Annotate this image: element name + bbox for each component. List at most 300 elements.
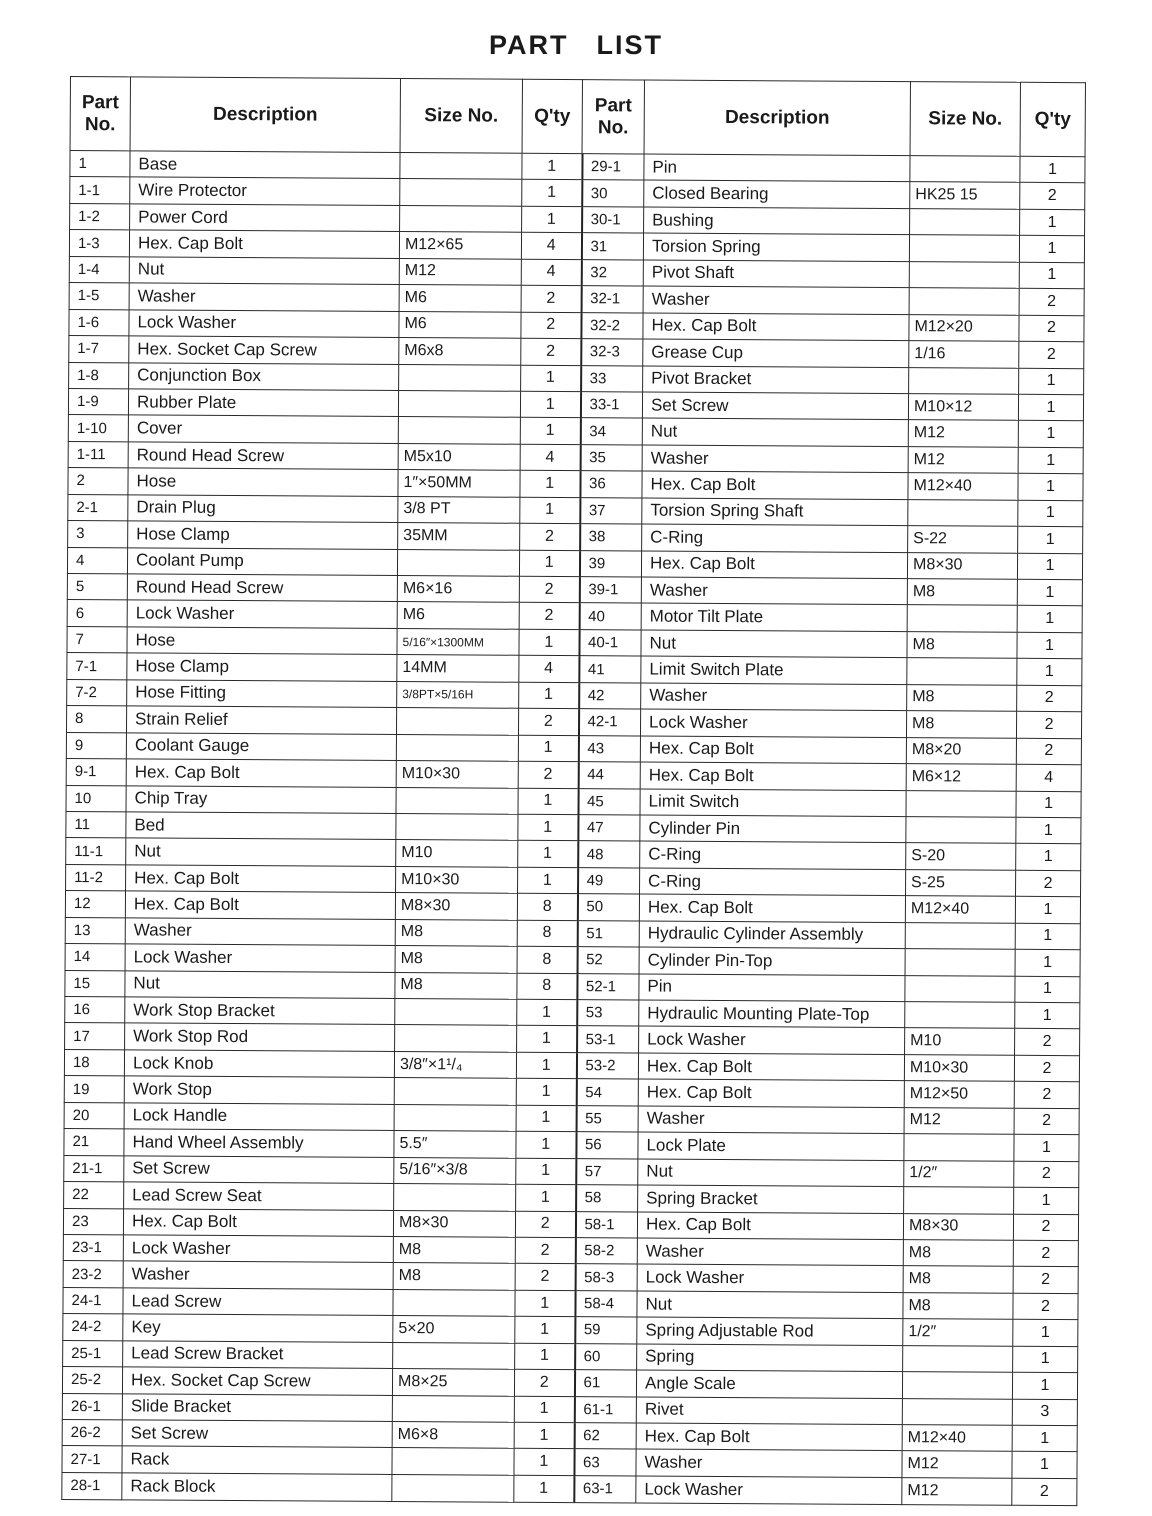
left-part-no-cell: 1-11 xyxy=(68,441,128,468)
right-qty-cell: 1 xyxy=(1015,1002,1080,1029)
left-qty-cell: 1 xyxy=(516,1131,576,1158)
right-size-no-cell: M8×30 xyxy=(903,1213,1013,1240)
left-size-no-cell xyxy=(394,1078,516,1105)
left-size-no-cell xyxy=(396,787,518,814)
right-part-no-cell: 52-1 xyxy=(577,973,639,1000)
right-size-no-cell: M12×50 xyxy=(904,1081,1014,1108)
right-part-no-cell: 61 xyxy=(574,1370,636,1397)
right-description-cell: Hex. Cap Bolt xyxy=(638,1079,904,1107)
left-size-no-cell xyxy=(396,708,518,735)
left-description-cell: Lock Washer xyxy=(129,309,399,337)
right-part-no-cell: 49 xyxy=(578,867,640,894)
right-size-no-cell: 1/2″ xyxy=(903,1319,1013,1346)
right-part-no-cell: 41 xyxy=(579,656,641,683)
right-description-cell: Set Screw xyxy=(642,392,908,420)
left-qty-cell: 1 xyxy=(514,1396,574,1423)
left-part-no-cell: 9 xyxy=(66,732,126,759)
left-part-no-cell: 8 xyxy=(66,706,126,733)
left-description-cell: Conjunction Box xyxy=(129,362,399,390)
left-description-cell: Hex. Cap Bolt xyxy=(126,759,396,787)
right-size-no-cell xyxy=(907,658,1017,685)
right-size-no-cell: M12 xyxy=(902,1451,1012,1478)
left-part-no-cell: 26-1 xyxy=(62,1393,122,1420)
right-part-no-cell: 59 xyxy=(575,1317,637,1344)
right-description-cell: Hex. Cap Bolt xyxy=(641,551,907,579)
left-description-cell: Power Cord xyxy=(130,204,400,232)
right-description-cell: Closed Bearing xyxy=(644,180,910,208)
right-part-no-cell: 32 xyxy=(581,259,643,286)
right-qty-cell: 1 xyxy=(1017,553,1082,580)
left-part-no-cell: 13 xyxy=(65,917,125,944)
left-description-cell: Round Head Screw xyxy=(128,442,398,470)
right-description-cell: Hydraulic Cylinder Assembly xyxy=(639,921,905,949)
left-description-cell: Washer xyxy=(123,1261,393,1289)
right-description-cell: Lock Washer xyxy=(640,709,906,737)
left-part-no-cell: 16 xyxy=(65,996,125,1023)
left-size-no-cell: M10×30 xyxy=(396,866,518,893)
left-description-cell: Washer xyxy=(125,918,395,946)
right-size-no-cell: HK25 15 xyxy=(910,182,1020,209)
left-description-cell: Hex. Cap Bolt xyxy=(126,865,396,893)
left-size-no-cell xyxy=(400,153,522,180)
left-description-cell: Hex. Socket Cap Screw xyxy=(129,336,399,364)
left-qty-cell: 2 xyxy=(521,338,581,365)
right-description-cell: Pivot Bracket xyxy=(643,366,909,394)
right-description-cell: Limit Switch Plate xyxy=(641,656,907,684)
left-qty-cell: 1 xyxy=(518,867,578,894)
right-qty-cell: 1 xyxy=(1012,1425,1077,1452)
left-part-no-cell: 1-5 xyxy=(69,283,129,310)
right-part-no-cell: 54 xyxy=(576,1079,638,1106)
left-part-no-cell: 21-1 xyxy=(64,1155,124,1182)
right-description-cell: C-Ring xyxy=(640,841,906,869)
right-size-no-cell: M12 xyxy=(908,446,1018,473)
left-description-cell: Hex. Cap Bolt xyxy=(129,230,399,258)
right-qty-cell: 1 xyxy=(1012,1372,1077,1399)
right-description-cell: Washer xyxy=(641,683,907,711)
left-size-no-cell xyxy=(400,205,522,232)
right-qty-cell: 1 xyxy=(1015,949,1080,976)
right-description-cell: Washer xyxy=(637,1238,903,1266)
header-description-right: Description xyxy=(644,80,910,156)
right-qty-cell: 2 xyxy=(1014,1055,1079,1082)
table-header-row xyxy=(70,77,1085,157)
right-part-no-cell: 53-2 xyxy=(576,1052,638,1079)
left-description-cell: Drain Plug xyxy=(128,495,398,523)
right-size-no-cell: M12×40 xyxy=(905,896,1015,923)
left-qty-cell: 8 xyxy=(517,946,577,973)
right-description-cell: Limit Switch xyxy=(640,788,906,816)
left-description-cell: Base xyxy=(130,151,400,179)
left-qty-cell: 2 xyxy=(519,576,579,603)
left-part-no-cell: 3 xyxy=(68,521,128,548)
left-size-no-cell: 35MM xyxy=(398,523,520,550)
right-description-cell: Pin xyxy=(644,154,910,182)
left-description-cell: Hand Wheel Assembly xyxy=(124,1129,394,1157)
right-qty-cell: 2 xyxy=(1020,183,1085,210)
right-size-no-cell: S-25 xyxy=(906,869,1016,896)
left-description-cell: Rack Block xyxy=(122,1473,392,1502)
right-size-no-cell: M8 xyxy=(907,631,1017,658)
right-qty-cell: 2 xyxy=(1019,288,1084,315)
left-description-cell: Hose xyxy=(128,468,398,496)
left-part-no-cell: 17 xyxy=(65,1023,125,1050)
left-qty-cell: 1 xyxy=(518,788,578,815)
right-part-no-cell: 51 xyxy=(577,920,639,947)
left-part-no-cell: 25-2 xyxy=(62,1367,122,1394)
left-size-no-cell xyxy=(398,390,520,417)
right-qty-cell: 1 xyxy=(1016,817,1081,844)
left-part-no-cell: 23-1 xyxy=(63,1234,123,1261)
left-description-cell: Lock Washer xyxy=(125,944,395,972)
left-description-cell: Hex. Cap Bolt xyxy=(123,1208,393,1236)
left-part-no-cell: 11-2 xyxy=(66,864,126,891)
left-size-no-cell xyxy=(395,999,517,1026)
right-qty-cell: 1 xyxy=(1018,474,1083,501)
right-qty-cell: 2 xyxy=(1014,1082,1079,1109)
right-description-cell: Hex. Cap Bolt xyxy=(638,1053,904,1081)
right-qty-cell: 1 xyxy=(1017,606,1082,633)
right-part-no-cell: 40 xyxy=(579,603,641,630)
left-qty-cell: 1 xyxy=(520,471,580,498)
right-part-no-cell: 61-1 xyxy=(574,1396,636,1423)
right-size-no-cell xyxy=(906,790,1016,817)
right-description-cell: Hex. Cap Bolt xyxy=(637,1211,903,1239)
right-size-no-cell: M12 xyxy=(908,420,1018,447)
left-part-no-cell: 20 xyxy=(64,1102,124,1129)
left-part-no-cell: 18 xyxy=(64,1049,124,1076)
left-description-cell: Strain Relief xyxy=(126,706,396,734)
left-qty-cell: 2 xyxy=(515,1237,575,1264)
header-part-no-left: Part No. xyxy=(70,77,130,151)
left-part-no-cell: 25-1 xyxy=(63,1340,123,1367)
left-qty-cell: 1 xyxy=(521,365,581,392)
right-size-no-cell: M6×12 xyxy=(906,764,1016,791)
right-description-cell: Nut xyxy=(637,1291,903,1319)
right-description-cell: Torsion Spring xyxy=(643,233,909,261)
left-size-no-cell: 5×20 xyxy=(393,1316,515,1343)
right-description-cell: Cylinder Pin xyxy=(640,815,906,843)
right-part-no-cell: 52 xyxy=(577,947,639,974)
right-description-cell: Lock Washer xyxy=(637,1264,903,1292)
right-size-no-cell xyxy=(905,922,1015,949)
right-part-no-cell: 58-4 xyxy=(575,1290,637,1317)
left-qty-cell: 2 xyxy=(519,603,579,630)
right-description-cell: Lock Washer xyxy=(639,1026,905,1054)
right-size-no-cell: M12×40 xyxy=(902,1425,1012,1452)
header-part-no-right: Part No. xyxy=(582,80,644,154)
parts-table xyxy=(61,76,1086,1506)
left-part-no-cell: 7 xyxy=(67,626,127,653)
right-qty-cell: 2 xyxy=(1012,1478,1077,1506)
right-description-cell: Torsion Spring Shaft xyxy=(642,498,908,526)
left-description-cell: Coolant Pump xyxy=(127,547,397,575)
left-description-cell: Set Screw xyxy=(124,1155,394,1183)
left-description-cell: Lock Handle xyxy=(124,1103,394,1131)
left-size-no-cell xyxy=(393,1342,515,1369)
right-qty-cell: 1 xyxy=(1018,500,1083,527)
left-size-no-cell xyxy=(394,1104,516,1131)
right-qty-cell: 1 xyxy=(1018,447,1083,474)
left-part-no-cell: 23 xyxy=(63,1208,123,1235)
right-description-cell: Lock Plate xyxy=(638,1132,904,1160)
left-qty-cell: 1 xyxy=(517,1026,577,1053)
right-qty-cell: 1 xyxy=(1018,394,1083,421)
right-description-cell: Hex. Cap Bolt xyxy=(640,762,906,790)
right-size-no-cell xyxy=(905,1002,1015,1029)
right-qty-cell: 1 xyxy=(1017,659,1082,686)
right-size-no-cell xyxy=(905,949,1015,976)
right-description-cell: Nut xyxy=(638,1159,904,1187)
left-size-no-cell: 3/8 PT xyxy=(398,496,520,523)
header-size-left: Size No. xyxy=(400,79,522,154)
right-part-no-cell: 34 xyxy=(580,418,642,445)
left-size-no-cell: M6x8 xyxy=(399,338,521,365)
left-qty-cell: 1 xyxy=(518,841,578,868)
left-qty-cell: 2 xyxy=(515,1264,575,1291)
right-description-cell: Hydraulic Mounting Plate-Top xyxy=(639,1000,905,1028)
left-description-cell: Nut xyxy=(125,970,395,998)
right-qty-cell: 1 xyxy=(1019,368,1084,395)
right-size-no-cell xyxy=(906,817,1016,844)
left-qty-cell: 1 xyxy=(516,1105,576,1132)
right-description-cell: C-Ring xyxy=(642,524,908,552)
left-part-no-cell: 1 xyxy=(70,151,130,178)
left-description-cell: Lock Washer xyxy=(127,600,397,628)
left-description-cell: Chip Tray xyxy=(126,785,396,813)
right-size-no-cell xyxy=(909,288,1019,315)
left-part-no-cell: 19 xyxy=(64,1076,124,1103)
right-description-cell: Motor Tilt Plate xyxy=(641,603,907,631)
left-part-no-cell: 26-2 xyxy=(62,1419,122,1446)
right-part-no-cell: 56 xyxy=(576,1132,638,1159)
right-description-cell: Washer xyxy=(636,1449,902,1477)
right-qty-cell: 4 xyxy=(1016,764,1081,791)
left-part-no-cell: 9-1 xyxy=(66,759,126,786)
left-size-no-cell: M8 xyxy=(395,972,517,999)
left-description-cell: Rack xyxy=(122,1446,392,1474)
header-size-right: Size No. xyxy=(910,82,1020,157)
left-size-no-cell: M8 xyxy=(395,919,517,946)
left-qty-cell: 1 xyxy=(515,1316,575,1343)
left-qty-cell: 2 xyxy=(521,312,581,339)
right-qty-cell: 2 xyxy=(1015,1029,1080,1056)
right-size-no-cell xyxy=(907,605,1017,632)
left-description-cell: Key xyxy=(123,1314,393,1342)
left-part-no-cell: 1-2 xyxy=(70,203,130,230)
right-qty-cell: 3 xyxy=(1012,1399,1077,1426)
right-description-cell: Grease Cup xyxy=(643,339,909,367)
right-part-no-cell: 36 xyxy=(580,471,642,498)
right-size-no-cell xyxy=(909,235,1019,262)
right-qty-cell: 2 xyxy=(1017,685,1082,712)
left-part-no-cell: 5 xyxy=(67,573,127,600)
left-part-no-cell: 21 xyxy=(64,1129,124,1156)
left-qty-cell: 1 xyxy=(522,153,582,180)
right-part-no-cell: 53 xyxy=(577,1000,639,1027)
left-size-no-cell: M6 xyxy=(399,285,521,312)
left-size-no-cell: 5/16″×3/8 xyxy=(394,1157,516,1184)
left-qty-cell: 2 xyxy=(515,1211,575,1238)
right-size-no-cell: M8 xyxy=(906,711,1016,738)
right-part-no-cell: 53-1 xyxy=(577,1026,639,1053)
right-qty-cell: 1 xyxy=(1012,1452,1077,1479)
left-qty-cell: 4 xyxy=(519,656,579,683)
right-qty-cell: 2 xyxy=(1014,1108,1079,1135)
left-size-no-cell: M8 xyxy=(393,1263,515,1290)
left-size-no-cell: M6 xyxy=(399,311,521,338)
right-description-cell: Washer xyxy=(643,286,909,314)
left-qty-cell: 2 xyxy=(514,1369,574,1396)
right-qty-cell: 1 xyxy=(1019,236,1084,263)
right-part-no-cell: 62 xyxy=(574,1423,636,1450)
left-size-no-cell: M10 xyxy=(396,840,518,867)
right-description-cell: C-Ring xyxy=(640,868,906,896)
left-part-no-cell: 10 xyxy=(66,785,126,812)
right-qty-cell: 2 xyxy=(1016,870,1081,897)
left-qty-cell: 1 xyxy=(520,418,580,445)
right-part-no-cell: 32-2 xyxy=(581,312,643,339)
right-size-no-cell xyxy=(902,1398,1012,1425)
right-size-no-cell: M8 xyxy=(903,1240,1013,1267)
right-qty-cell: 1 xyxy=(1016,844,1081,871)
left-qty-cell: 4 xyxy=(520,444,580,471)
right-qty-cell: 1 xyxy=(1016,791,1081,818)
right-part-no-cell: 47 xyxy=(578,815,640,842)
right-qty-cell: 1 xyxy=(1020,209,1085,236)
right-size-no-cell: M12×40 xyxy=(908,473,1018,500)
right-part-no-cell: 35 xyxy=(580,444,642,471)
left-part-no-cell: 14 xyxy=(65,944,125,971)
left-qty-cell: 1 xyxy=(514,1475,574,1502)
right-size-no-cell: S-22 xyxy=(908,526,1018,553)
left-part-no-cell: 22 xyxy=(64,1182,124,1209)
left-size-no-cell: M8×25 xyxy=(392,1369,514,1396)
left-description-cell: Hose Fitting xyxy=(127,680,397,708)
right-qty-cell: 1 xyxy=(1013,1346,1078,1373)
left-size-no-cell xyxy=(396,813,518,840)
left-description-cell: Lock Washer xyxy=(123,1235,393,1263)
left-description-cell: Washer xyxy=(129,283,399,311)
right-part-no-cell: 32-1 xyxy=(581,286,643,313)
left-description-cell: Hex. Socket Cap Screw xyxy=(122,1367,392,1395)
right-part-no-cell: 40-1 xyxy=(579,629,641,656)
right-description-cell: Hex. Cap Bolt xyxy=(642,471,908,499)
left-part-no-cell: 23-2 xyxy=(63,1261,123,1288)
right-description-cell: Pin xyxy=(639,974,905,1002)
left-qty-cell: 8 xyxy=(517,973,577,1000)
right-qty-cell: 2 xyxy=(1019,341,1084,368)
right-part-no-cell: 58-1 xyxy=(575,1211,637,1238)
right-part-no-cell: 30-1 xyxy=(582,207,644,234)
right-qty-cell: 2 xyxy=(1016,738,1081,765)
right-size-no-cell: M10×30 xyxy=(904,1054,1014,1081)
left-part-no-cell: 4 xyxy=(67,547,127,574)
left-part-no-cell: 11-1 xyxy=(66,838,126,865)
left-qty-cell: 1 xyxy=(522,180,582,207)
right-qty-cell: 1 xyxy=(1015,976,1080,1003)
left-part-no-cell: 7-1 xyxy=(67,653,127,680)
right-description-cell: Spring xyxy=(637,1344,903,1372)
right-size-no-cell: M12×20 xyxy=(909,314,1019,341)
right-description-cell: Nut xyxy=(641,630,907,658)
right-size-no-cell: M10×12 xyxy=(908,394,1018,421)
left-part-no-cell: 15 xyxy=(65,970,125,997)
right-part-no-cell: 39 xyxy=(579,550,641,577)
right-qty-cell: 1 xyxy=(1013,1320,1078,1347)
left-description-cell: Hose xyxy=(127,627,397,655)
left-part-no-cell: 2 xyxy=(68,468,128,495)
left-description-cell: Work Stop xyxy=(124,1076,394,1104)
left-qty-cell: 8 xyxy=(517,920,577,947)
right-qty-cell: 1 xyxy=(1019,262,1084,289)
left-description-cell: Hose Clamp xyxy=(128,521,398,549)
left-description-cell: Cover xyxy=(128,415,398,443)
left-qty-cell: 2 xyxy=(521,285,581,312)
left-qty-cell: 1 xyxy=(522,206,582,233)
left-qty-cell: 2 xyxy=(518,761,578,788)
left-size-no-cell xyxy=(399,364,521,391)
right-qty-cell: 2 xyxy=(1016,711,1081,738)
left-qty-cell: 1 xyxy=(515,1290,575,1317)
left-part-no-cell: 1-10 xyxy=(68,415,128,442)
right-part-no-cell: 29-1 xyxy=(582,154,644,181)
right-part-no-cell: 33 xyxy=(581,365,643,392)
left-qty-cell: 1 xyxy=(517,999,577,1026)
left-description-cell: Lock Knob xyxy=(124,1050,394,1078)
left-part-no-cell: 1-3 xyxy=(69,230,129,257)
left-qty-cell: 1 xyxy=(516,1158,576,1185)
left-part-no-cell: 2-1 xyxy=(68,494,128,521)
left-size-no-cell: M5x10 xyxy=(398,443,520,470)
left-description-cell: Nut xyxy=(129,257,399,285)
right-part-no-cell: 63-1 xyxy=(574,1475,636,1503)
left-size-no-cell: 3/8″×1¹/₄ xyxy=(394,1051,516,1078)
right-part-no-cell: 55 xyxy=(576,1105,638,1132)
right-description-cell: Washer xyxy=(641,577,907,605)
right-description-cell: Spring Bracket xyxy=(638,1185,904,1213)
right-size-no-cell: 1/2″ xyxy=(904,1160,1014,1187)
right-size-no-cell: M12 xyxy=(902,1477,1012,1505)
right-size-no-cell xyxy=(905,975,1015,1002)
left-size-no-cell xyxy=(395,1025,517,1052)
header-qty-right: Q'ty xyxy=(1020,82,1085,156)
left-size-no-cell xyxy=(393,1289,515,1316)
right-size-no-cell: M10 xyxy=(905,1028,1015,1055)
right-description-cell: Rivet xyxy=(636,1397,902,1425)
right-size-no-cell xyxy=(909,261,1019,288)
left-description-cell: Rubber Plate xyxy=(128,389,398,417)
parts-table-container xyxy=(70,76,1085,1500)
right-size-no-cell xyxy=(910,209,1020,236)
right-qty-cell: 1 xyxy=(1018,526,1083,553)
left-qty-cell: 1 xyxy=(518,735,578,762)
left-qty-cell: 1 xyxy=(518,814,578,841)
left-size-no-cell: M8 xyxy=(393,1236,515,1263)
left-part-no-cell: 1-1 xyxy=(70,177,130,204)
header-description-left: Description xyxy=(130,77,400,153)
left-size-no-cell xyxy=(394,1184,516,1211)
right-qty-cell: 1 xyxy=(1015,897,1080,924)
right-description-cell: Bushing xyxy=(644,207,910,235)
right-part-no-cell: 50 xyxy=(577,894,639,921)
left-description-cell: Round Head Screw xyxy=(127,574,397,602)
right-description-cell: Spring Adjustable Rod xyxy=(637,1317,903,1345)
left-part-no-cell: 1-9 xyxy=(68,388,128,415)
left-description-cell: Set Screw xyxy=(122,1420,392,1448)
left-part-no-cell: 7-2 xyxy=(67,679,127,706)
right-part-no-cell: 42 xyxy=(579,682,641,709)
